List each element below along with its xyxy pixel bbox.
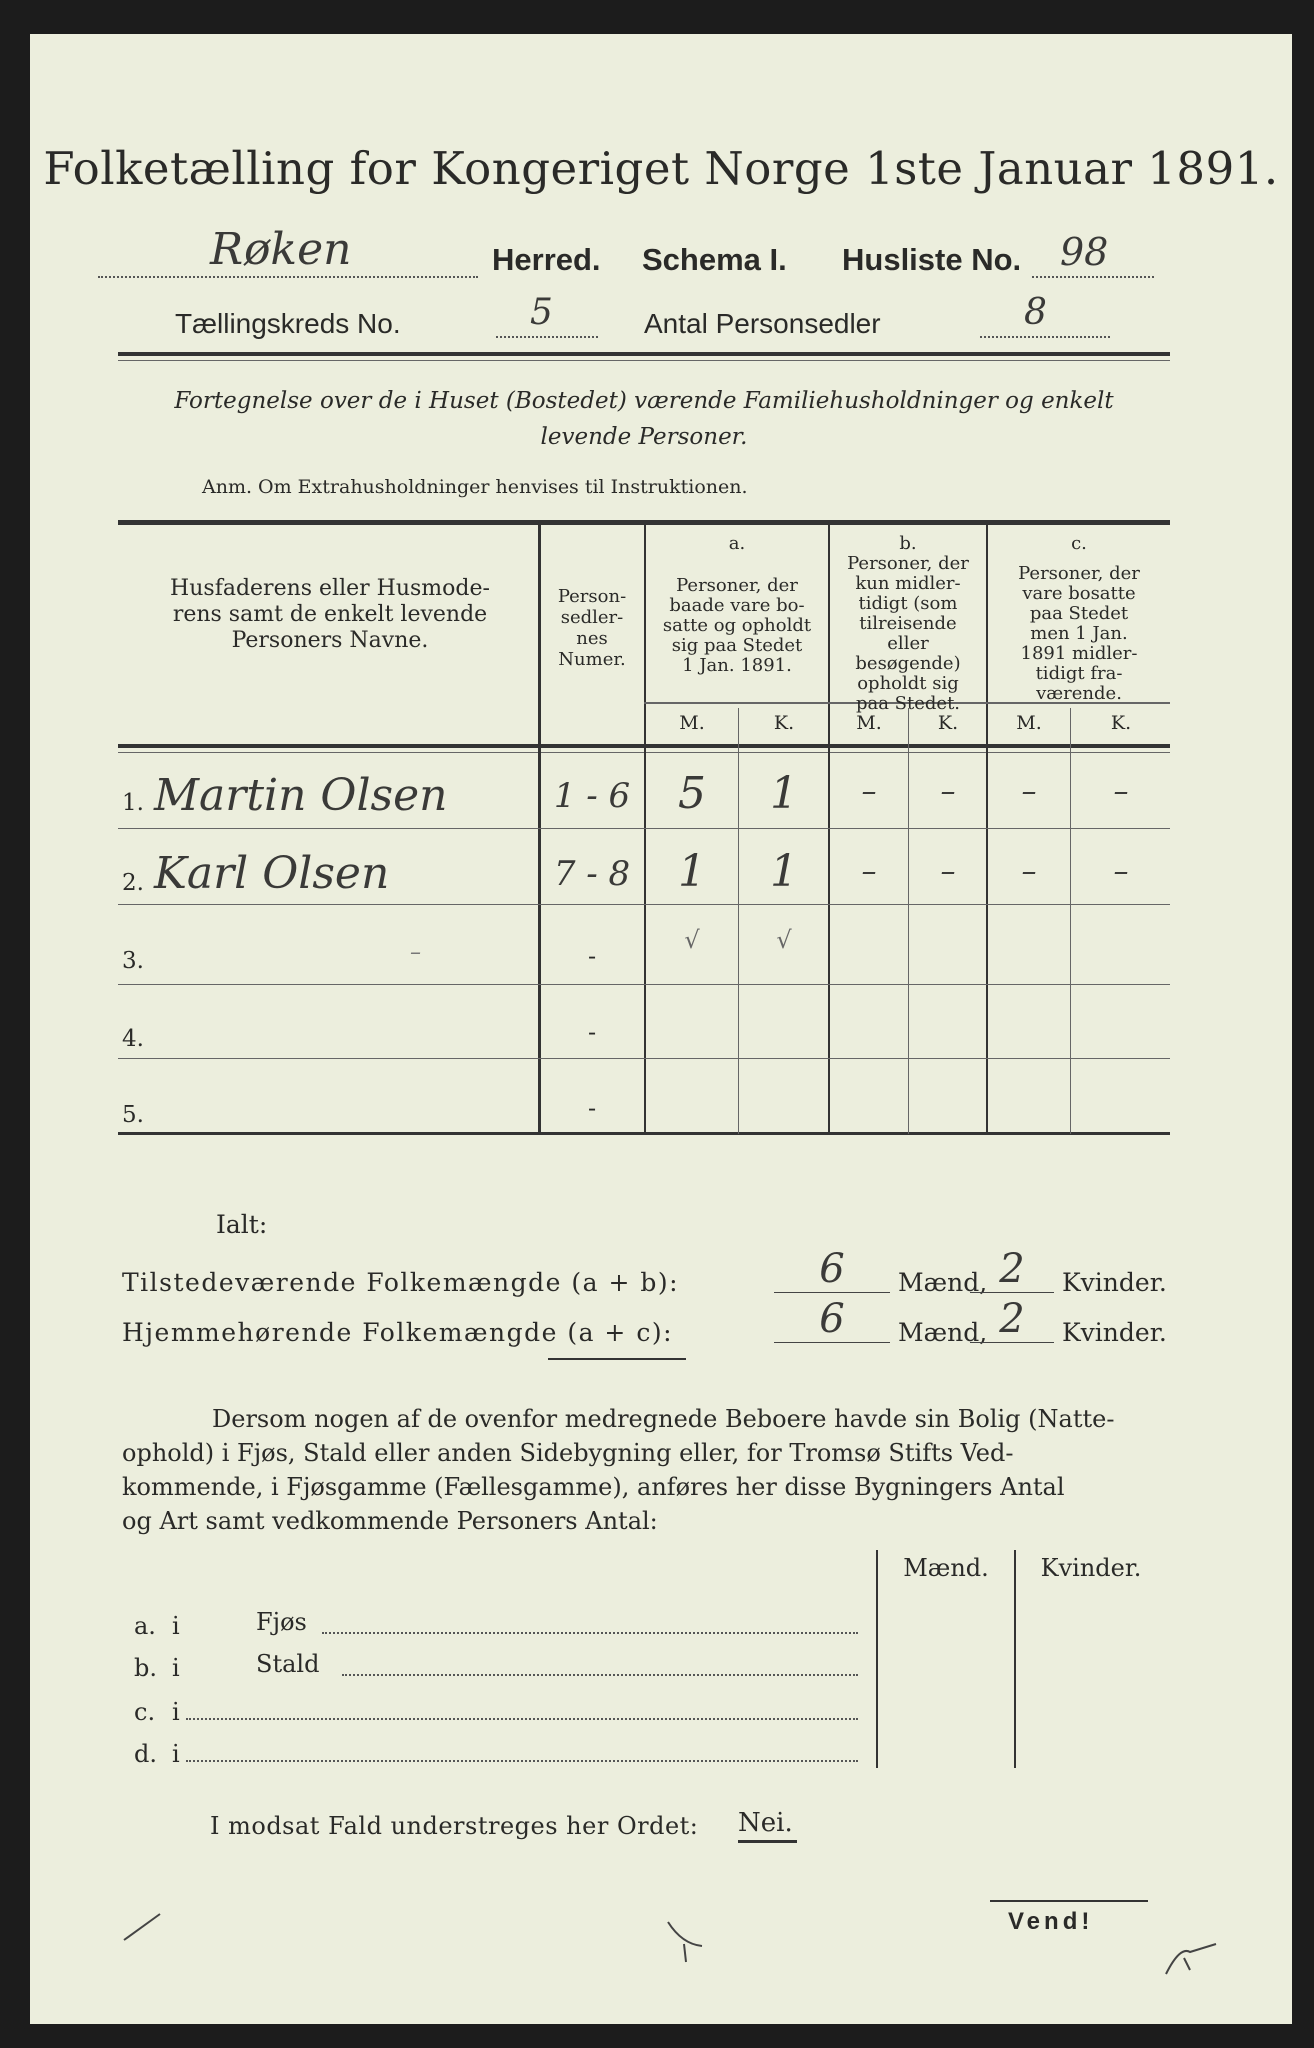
row-line-1 [118,828,1170,829]
c-m-label: M. [1016,712,1042,734]
row-4-number: 4. [122,1026,144,1052]
row-1-number: 1. [122,790,144,816]
c-k-label: K. [1110,712,1132,734]
row-2-bk: – [940,854,956,889]
building-d-i: i [172,1740,180,1768]
nei-word: Nei. [738,1808,797,1843]
row-line-4 [118,1058,1170,1059]
b-k-label: K. [937,712,959,734]
building-c-dots [186,1708,858,1720]
a-k-label: K. [773,712,795,734]
kreds-label: Tællingskreds No. [175,308,401,339]
building-b-label: Stald [256,1650,320,1678]
building-b-dots [342,1664,858,1676]
row-2-cm: – [1021,854,1037,889]
ialt-label: Ialt: [216,1210,268,1239]
row-1-ak: 1 [770,768,798,819]
col-line-1 [538,520,541,1134]
col-num-header: Person- sedler- nes Numer. [557,586,627,670]
buildings-paragraph: Dersom nogen af de ovenfor medregnede Beboere havde sin Bolig (Natte- ophold) i Fjøs, Stald eller anden Sidebygning eller, for Tromsø Stifts Ved- kommende, i Fjøsgamme (Fællesgamme), anføres her disse Bygningers Antal og Art samt vedkommende Personers Antal: [122,1405,1115,1535]
total-home-men-label: Mænd, [898,1318,988,1347]
row-2-number: 2. [122,870,144,896]
col-a-header: a. Personer, der baade vare bo- satte og opholdt sig paa Stedet 1 Jan. 1891. [662,533,812,676]
total-present-women: 2 [970,1246,1054,1293]
row-line-2 [118,904,1170,905]
row-line-3 [118,984,1170,985]
building-a-letter: a. [134,1612,156,1640]
vend-label: Vend! [1008,1908,1094,1935]
buildings-women-header: Kvinder. [1040,1554,1142,1582]
total-present-men: 6 [774,1246,890,1293]
col-name-header: Husfaderens eller Husmode- rens samt de enkelt levende Personers Navne. [170,576,490,653]
row-1-bk: – [940,774,956,809]
herred-label: Herred. [492,242,601,277]
building-b-i: i [172,1654,180,1682]
row-3-num: - [587,942,597,970]
building-c-letter: c. [134,1698,156,1726]
header-rule [118,352,1170,356]
ink-mark-right-icon [1160,1934,1230,1984]
nei-line: I modsat Fald understreges her Ordet: [210,1812,699,1840]
intro-line2: levende Personer. [540,424,748,450]
row-1-bm: – [861,774,877,809]
row-5-number: 5. [122,1102,144,1128]
buildings-col-line-1 [876,1550,878,1768]
col-b-header: b. Personer, der kun midler- tidigt (som tilreisende eller besøgende) opholdt sig paa Stedet. [847,533,969,714]
row-5-num: - [587,1094,597,1122]
building-d-dots [186,1750,858,1762]
total-home-women: 2 [970,1296,1054,1343]
row-2-am: 1 [678,846,706,897]
a-m-label: M. [679,712,705,734]
b-m-label: M. [856,712,882,734]
antal-label: Antal Personsedler [644,308,881,339]
building-a-dots [322,1622,858,1634]
antal-value: 8 [1024,292,1047,333]
row-3-number: 3. [122,948,144,974]
sub-line-c [1070,708,1071,1134]
total-present-label: Tilstedeværende Folkemængde (a + b): [122,1268,680,1297]
header-rule-thin [118,360,1170,361]
anm-note: Anm. Om Extrahusholdninger henvises til Instruktionen. [202,476,748,498]
schema-label: Schema I. [642,242,787,277]
herred-value: Røken [210,224,352,275]
building-a-label: Fjøs [256,1608,307,1636]
census-form [30,34,1292,2024]
row-3-am: √ [684,926,700,954]
husliste-value: 98 [1060,230,1109,274]
row-2-ak: 1 [770,846,798,897]
total-home-men: 6 [774,1296,890,1343]
row-3-name: – [410,940,421,965]
row-1-name: Martin Olsen [154,770,448,821]
buildings-col-line-2 [1014,1550,1016,1768]
ink-mark-center-icon [662,1918,722,1968]
kreds-value: 5 [530,292,553,333]
intro-line1: Fortegnelse over de i Huset (Bostedet) værende Familiehusholdninger og enkelt [174,388,1114,414]
building-c-i: i [172,1698,180,1726]
row-1-am: 5 [678,768,706,819]
building-b-letter: b. [134,1654,157,1682]
row-4-num: - [587,1018,597,1046]
sub-line-b [908,708,909,1134]
total-present-men-label: Mænd, [898,1268,988,1297]
separator-rule [548,1358,686,1360]
buildings-men-header: Mænd. [903,1554,989,1582]
row-3-ak: √ [776,926,792,954]
row-2-ck: – [1113,854,1129,889]
row-2-bm: – [861,854,877,889]
col-c-header: c. Personer, der vare bosatte paa Stedet men 1 Jan. 1891 midler- tidigt fra- værende. [1018,533,1140,704]
vend-rule [990,1900,1148,1902]
building-d-letter: d. [134,1740,157,1768]
row-1-num: 1 - 6 [553,776,631,816]
husliste-label: Husliste No. [842,242,1022,277]
row-1-ck: – [1113,774,1129,809]
row-1-cm: – [1021,774,1037,809]
ink-mark-left-icon [120,1906,180,1946]
total-present-women-label: Kvinder. [1062,1268,1167,1297]
sub-line-a [738,708,739,1134]
building-a-i: i [172,1612,180,1640]
form-title: Folketælling for Kongeriget Norge 1ste Januar 1891. [43,142,1279,195]
row-2-num: 7 - 8 [553,854,631,894]
total-home-women-label: Kvinder. [1062,1318,1167,1347]
row-2-name: Karl Olsen [154,848,390,899]
total-home-label: Hjemmehørende Folkemængde (a + c): [122,1318,673,1347]
